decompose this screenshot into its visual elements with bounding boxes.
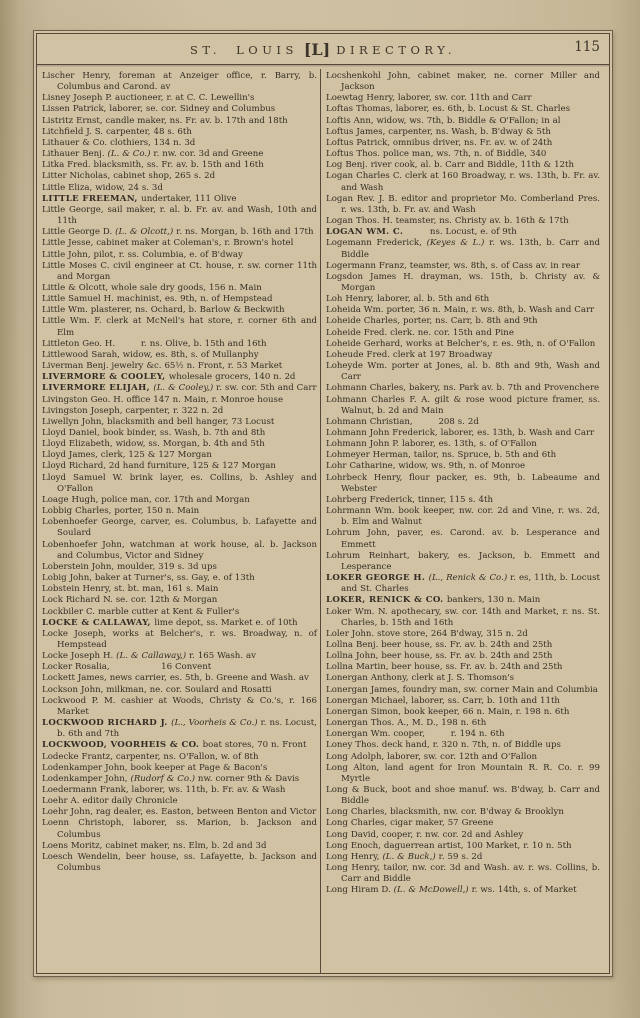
directory-entry: Lloyd Richard, 2d hand furniture, 125 & 127 Morgan bbox=[42, 461, 276, 472]
directory-entry: Lockbiler C. marble cutter at Kent & Fuller's bbox=[42, 606, 240, 617]
directory-entry: Long Enoch, daguerrean artist, 100 Market, r. 10 n. 5th bbox=[326, 840, 572, 851]
directory-entry: Lloyd Elizabeth, widow, ss. Morgan, b. 4th and 5th bbox=[42, 439, 265, 450]
page-border-frame bbox=[33, 30, 613, 977]
directory-entry: Loheude Fred. clerk at 197 Broadway bbox=[326, 349, 493, 360]
directory-entry: Livingston Geo. H. office 147 n. Main, r. Monroe house bbox=[42, 394, 284, 405]
directory-entry: Listritz Ernst, candle maker, ns. Fr. av. b. 17th and 18th bbox=[42, 115, 288, 126]
directory-entry: Lobenhoefer George, carver, es. Columbus, b. Lafayette and Soulard bbox=[42, 517, 317, 539]
directory-entry: Locke Joseph H. (L. & Callaway,) r. 165 Wash. av bbox=[42, 651, 256, 662]
directory-entry: Lollna Benj. beer house, ss. Fr. av. b. 24th and 25th bbox=[326, 639, 553, 650]
directory-entry: Lonergan Anthony, clerk at J. S. Thomson's bbox=[326, 673, 515, 684]
directory-entry: Logemann Frederick, (Keyes & L.) r. ws. 13th, b. Carr and Biddle bbox=[326, 238, 600, 260]
directory-entry: Livingston Joseph, carpenter, r. 322 n. 2d bbox=[42, 405, 224, 416]
directory-entry: Locker Rosalia, 16 Convent bbox=[42, 662, 212, 673]
directory-entry: Long Charles, blacksmith, nw. cor. B'dway & Brooklyn bbox=[326, 807, 564, 818]
directory-entry: Little George D. (L. & Olcott,) r. ns. Morgan, b. 16th and 17th bbox=[42, 227, 314, 238]
directory-entry: Lloyd Samuel W. brink layer, es. Collins, b. Ashley and O'Fallon bbox=[42, 472, 317, 494]
directory-entry: Loehr A. editor daily Chronicle bbox=[42, 796, 178, 807]
page-header bbox=[37, 34, 609, 65]
page-number: 115 bbox=[574, 39, 600, 55]
directory-entry: Lischer Henry, foreman at Anzeiger office, r. Barry, b. Columbus and Carond. av bbox=[42, 71, 317, 93]
directory-entry: Lobig John, baker at Turner's, ss. Gay, e. of 13th bbox=[42, 573, 255, 584]
directory-entry: Lollna Martin, beer house, ss. Fr. av. b. 24th and 25th bbox=[326, 662, 563, 673]
directory-entry: Long Charles, cigar maker, 57 Greene bbox=[326, 818, 494, 829]
directory-entry: Littlewood Sarah, widow, es. 8th, s. of Mullanphy bbox=[42, 349, 259, 360]
directory-entry: LOGAN WM. C. ns. Locust, e. of 9th bbox=[326, 227, 517, 238]
directory-entry: LOCKWOOD, VOORHEIS & CO. boat stores, 70 n. Front bbox=[42, 740, 307, 751]
directory-entry: Logsdon James H. drayman, ws. 15th, b. Christy av. & Morgan bbox=[326, 271, 600, 293]
directory-entry: Loesch Wendelin, beer house, ss. Lafayette, b. Jackson and Columbus bbox=[42, 851, 317, 874]
directory-entry: Lohmann Charles, bakery, ns. Park av. b. 7th and Provenchere bbox=[326, 383, 600, 394]
directory-entry: Loage Hugh, police man, cor. 17th and Morgan bbox=[42, 494, 250, 505]
directory-entry: LITTLE FREEMAN, undertaker, 111 Olive bbox=[42, 193, 237, 204]
directory-entry: Lohmann John Frederick, laborer, es. 13th, b. Wash and Carr bbox=[326, 428, 595, 438]
directory-entry: Locke Joseph, works at Belcher's, r. ws. Broadway, n. of Hempstead bbox=[42, 628, 317, 650]
directory-entry: Litka Fred. blacksmith, ss. Fr. av. b. 15th and 16th bbox=[42, 160, 264, 171]
directory-entry: Little John, pilot, r. ss. Columbia, e. of B'dway bbox=[42, 249, 243, 260]
directory-entry: LOKER, RENICK & CO. bankers, 130 n. Main bbox=[326, 595, 541, 606]
directory-entry: Long Hiram D. (L. & McDowell,) r. ws. 14th, s. of Market bbox=[326, 885, 577, 896]
directory-entry: Lohmann John P. laborer, es. 13th, s. of O'Fallon bbox=[326, 439, 537, 450]
directory-entry: Lonergan Wm. cooper, r. 194 n. 6th bbox=[326, 729, 505, 740]
title-left: ST. LOUIS bbox=[189, 43, 298, 57]
directory-entry: Logan Charles C. clerk at 160 Broadway, r. ws. 13th, b. Fr. av. and Wash bbox=[326, 171, 600, 193]
directory-entry: Little George, sail maker, r. al. b. Fr. av. and Wash, 10th and 11th bbox=[42, 204, 317, 227]
directory-entry: Loftus Patrick, omnibus driver, ns. Fr. av. w. of 24th bbox=[326, 137, 553, 148]
directory-entry: Lohrum John, paver, es. Carond. av. b. Lesperance and Emmett bbox=[326, 528, 600, 550]
title-right: DIRECTORY. bbox=[336, 43, 457, 57]
directory-entry: Lohrum Reinhart, bakery, es. Jackson, b. Emmett and Lesperance bbox=[326, 550, 600, 572]
directory-column-right bbox=[320, 69, 603, 973]
directory-entry: LOKER GEORGE H. (L., Renick & Co.) r. es, 11th, b. Locust and St. Charles bbox=[326, 573, 600, 595]
directory-entry: Lodenkamper John, (Rudorf & Co.) nw. corner 9th & Davis bbox=[42, 773, 300, 784]
page-inner-border bbox=[36, 33, 610, 974]
directory-entry: Long Adolph, laborer, sw. cor. 12th and O'Fallon bbox=[326, 751, 538, 762]
directory-entry: Little & Olcott, whole sale dry goods, 156 n. Main bbox=[42, 282, 262, 293]
directory-column-left bbox=[37, 69, 320, 973]
directory-entry: Logan Rev. J. B. editor and proprietor Mo. Comberland Pres. r. ws. 13th, b. Fr. av. and Wash bbox=[326, 193, 600, 215]
directory-entry: Long & Buck, boot and shoe manuf. ws. B'dway, b. Carr and Biddle bbox=[326, 785, 600, 807]
directory-entry: Long Henry, tailor, nw. cor. 3d and Wash. av. r. ws. Collins, b. Carr and Biddle bbox=[326, 863, 600, 885]
directory-entry: Lohrbeck Henry, flour packer, es. 9th, b. Labeaume and Webster bbox=[326, 472, 600, 494]
directory-entry: Loftus Thos. police man, ws. 7th, n. of Biddle, 340 bbox=[326, 149, 547, 160]
directory-entry: Lohr Catharine, widow, ws. 9th, n. of Monroe bbox=[326, 461, 526, 472]
directory-entry: Loheide Fred. clerk. ne. cor. 15th and Pine bbox=[326, 327, 514, 338]
directory-entry: Lohrberg Frederick, tinner, 115 s. 4th bbox=[326, 494, 493, 505]
directory-entry: Loh Henry, laborer, al. b. 5th and 6th bbox=[326, 294, 490, 305]
directory-entry: Littleton Geo. H. r. ns. Olive, b. 15th and 16th bbox=[42, 338, 267, 349]
directory-entry: Lithauer & Co. clothiers, 134 n. 3d bbox=[42, 137, 196, 148]
directory-entry: LOCKWOOD RICHARD J. (L., Voorheis & Co.) r. ns. Locust, b. 6th and 7th bbox=[42, 718, 317, 740]
directory-entry: Loheide Charles, porter, ns. Carr, b. 8th and 9th bbox=[326, 316, 538, 327]
directory-entry: Little Moses C. civil engineer at Ct. house, r. sw. corner 11th and Morgan bbox=[42, 260, 317, 282]
directory-entry: Lloyd Daniel, book binder, ss. Wash, b. 7th and 8th bbox=[42, 428, 266, 438]
directory-entry: Lonergan James, foundry man, sw. corner Main and Columbia bbox=[326, 684, 598, 695]
directory-entry: Loens Moritz, cabinet maker, ns. Elm, b. 2d and 3d bbox=[42, 840, 267, 851]
directory-entry: LIVERMORE & COOLEY, wholesale grocers, 140 n. 2d bbox=[42, 372, 296, 383]
directory-entry: Little Wm. F. clerk at McNeil's hat store, r. corner 6th and Elm bbox=[42, 316, 317, 338]
directory-entry: Liwellyn John, blacksmith and bell hanger, 73 Locust bbox=[42, 416, 275, 427]
directory-entry: Lloyd James, clerk, 125 & 127 Morgan bbox=[42, 450, 212, 461]
directory-entry: Loney Thos. deck hand, r. 320 n. 7th, n. of Biddle ups bbox=[326, 740, 561, 751]
directory-entry: LIVERMORE ELIJAH, (L. & Cooley,) r. sw. cor. 5th and Carr bbox=[42, 383, 317, 394]
directory-entry: Lonergan Michael, laborer, ss. Carr, b. 10th and 11th bbox=[326, 695, 560, 706]
directory-entry: Loheyde Wm. porter at Jones, al. b. 8th and 9th, Wash and Carr bbox=[326, 361, 600, 383]
directory-entry: Log Benj. river cook, al. b. Carr and Biddle, 11th & 12th bbox=[326, 160, 575, 171]
directory-entry: Lissen Patrick, laborer, se. cor. Sidney and Columbus bbox=[42, 104, 276, 115]
directory-entry: Lobenhoefer John, watchman at work house, al. b. Jackson and Columbus, Victor and Sidney bbox=[42, 539, 317, 561]
directory-entry: Lonergan Simon, book keeper, 66 n. Main, r. 198 n. 6th bbox=[326, 706, 570, 717]
directory-entry: Lohmann Charles F. A. gilt & rose wood picture framer, ss. Walnut, b. 2d and Main bbox=[326, 394, 600, 416]
directory-entry: Lobbig Charles, porter, 150 n. Main bbox=[42, 506, 200, 517]
directory-entry: Lobstein Henry, st. bt. man, 161 s. Main bbox=[42, 584, 219, 595]
directory-entry: Loftas Thomas, laborer, es. 6th, b. Locust & St. Charles bbox=[326, 104, 570, 115]
directory-entry: Little Samuel H. machinist, es. 9th, n. of Hempstead bbox=[42, 294, 273, 305]
directory-entry: Long Alton, land agent for Iron Mountain R. R. Co. r. 99 Myrtle bbox=[326, 762, 600, 784]
directory-entry: Lockwood P. M. cashier at Woods, Christy & Co.'s, r. 166 Market bbox=[42, 695, 317, 717]
directory-entry: Loftus James, carpenter, ns. Wash, b. B'dway & 5th bbox=[326, 126, 551, 137]
directory-entry: Lollna John, beer house, ss. Fr. av. b. 24th and 25th bbox=[326, 651, 553, 662]
directory-entry: Loedermann Frank, laborer, ws. 11th, b. Fr. av. & Wash bbox=[42, 785, 286, 795]
directory-entry: Loewtag Henry, laborer, sw. cor. 11th and Carr bbox=[326, 93, 532, 104]
directory-entry: Lonergan Thos. A., M. D., 198 n. 6th bbox=[326, 718, 487, 729]
directory-entry: Logan Thos. H. teamster, ns. Christy av. b. 16th & 17th bbox=[326, 216, 569, 227]
directory-entry: Litter Nicholas, cabinet shop, 265 s. 2d bbox=[42, 171, 216, 182]
directory-entry: Locshenkohl John, cabinet maker, ne. corner Miller and Jackson bbox=[326, 71, 600, 93]
directory-entry: Lisney Joseph P. auctioneer, r. at C. C. Lewellin's bbox=[42, 93, 255, 104]
directory-entry: Liverman Benj. jewelry &c. 65½ n. Front, r. 53 Market bbox=[42, 361, 283, 372]
directory-entry: Litchfield J. S. carpenter, 48 s. 6th bbox=[42, 126, 192, 137]
directory-entry: Lockett James, news carrier, es. 5th, b. Greene and Wash. av bbox=[42, 673, 309, 684]
directory-entry: Lohmeyer Herman, tailor, ns. Spruce, b. 5th and 6th bbox=[326, 450, 557, 461]
directory-entry: Loftis Ann, widow, ws. 7th, b. Biddle & O'Fallon; in al bbox=[326, 115, 561, 126]
directory-entry: Long Henry, (L. & Buck,) r. 59 s. 2d bbox=[326, 851, 483, 862]
directory-entry: Lithauer Benj. (L. & Co.) r. nw. cor. 3d and Greene bbox=[42, 149, 264, 160]
directory-entry: Loenn Christoph, laborer, ss. Marion, b. Jackson and Columbus bbox=[42, 818, 317, 840]
directory-entry: Loker Wm. N. apothecary, sw. cor. 14th and Market, r. ns. St. Charles, b. 15th and 16th bbox=[326, 606, 600, 628]
directory-entry: Loehr John, rag dealer, es. Easton, between Benton and Victor bbox=[42, 807, 317, 818]
page-title bbox=[37, 40, 609, 59]
directory-entry: Loheida Wm. porter, 36 n. Main, r. ws. 8th, b. Wash and Carr bbox=[326, 305, 595, 316]
directory-entry: Long David, cooper, r. nw. cor. 2d and Ashley bbox=[326, 829, 524, 840]
directory-entry: Little Wm. plasterer, ns. Ochard, b. Barlow & Beckwith bbox=[42, 305, 285, 316]
directory-columns bbox=[37, 65, 609, 973]
directory-entry: Lodenkamper John, book keeper at Page & Bacon's bbox=[42, 762, 268, 773]
directory-entry: Loheide Gerhard, works at Belcher's, r. es. 9th, n. of O'Fallon bbox=[326, 338, 596, 349]
directory-entry: Lodecke Frantz, carpenter, ns. O'Fallon, w. of 8th bbox=[42, 751, 259, 762]
directory-entry: Loberstein John, moulder, 319 s. 3d ups bbox=[42, 561, 217, 572]
directory-entry: Little Jesse, cabinet maker at Coleman's, r. Brown's hotel bbox=[42, 238, 294, 249]
directory-entry: Little Eliza, widow, 24 s. 3d bbox=[42, 182, 163, 193]
directory-entry: Lohrmann Wm. book keeper, nw. cor. 2d and Vine, r. ws. 2d, b. Elm and Walnut bbox=[326, 506, 600, 528]
title-letter-bracket: [L] bbox=[303, 40, 331, 59]
directory-entry: Lockson John, milkman, ne. cor. Soulard and Rosatti bbox=[42, 684, 272, 695]
directory-entry: Logermann Franz, teamster, ws. 8th, s. of Cass av. in rear bbox=[326, 260, 580, 271]
directory-entry: Lock Richard N. se. cor. 12th & Morgan bbox=[42, 595, 218, 606]
directory-entry: LOCKE & CALLAWAY, lime depot, ss. Market e. of 10th bbox=[42, 617, 298, 628]
directory-entry: Lohmann Christian, 208 s. 2d bbox=[326, 416, 479, 427]
directory-entry: Loler John. stove store, 264 B'dway, 315 n. 2d bbox=[326, 628, 528, 639]
